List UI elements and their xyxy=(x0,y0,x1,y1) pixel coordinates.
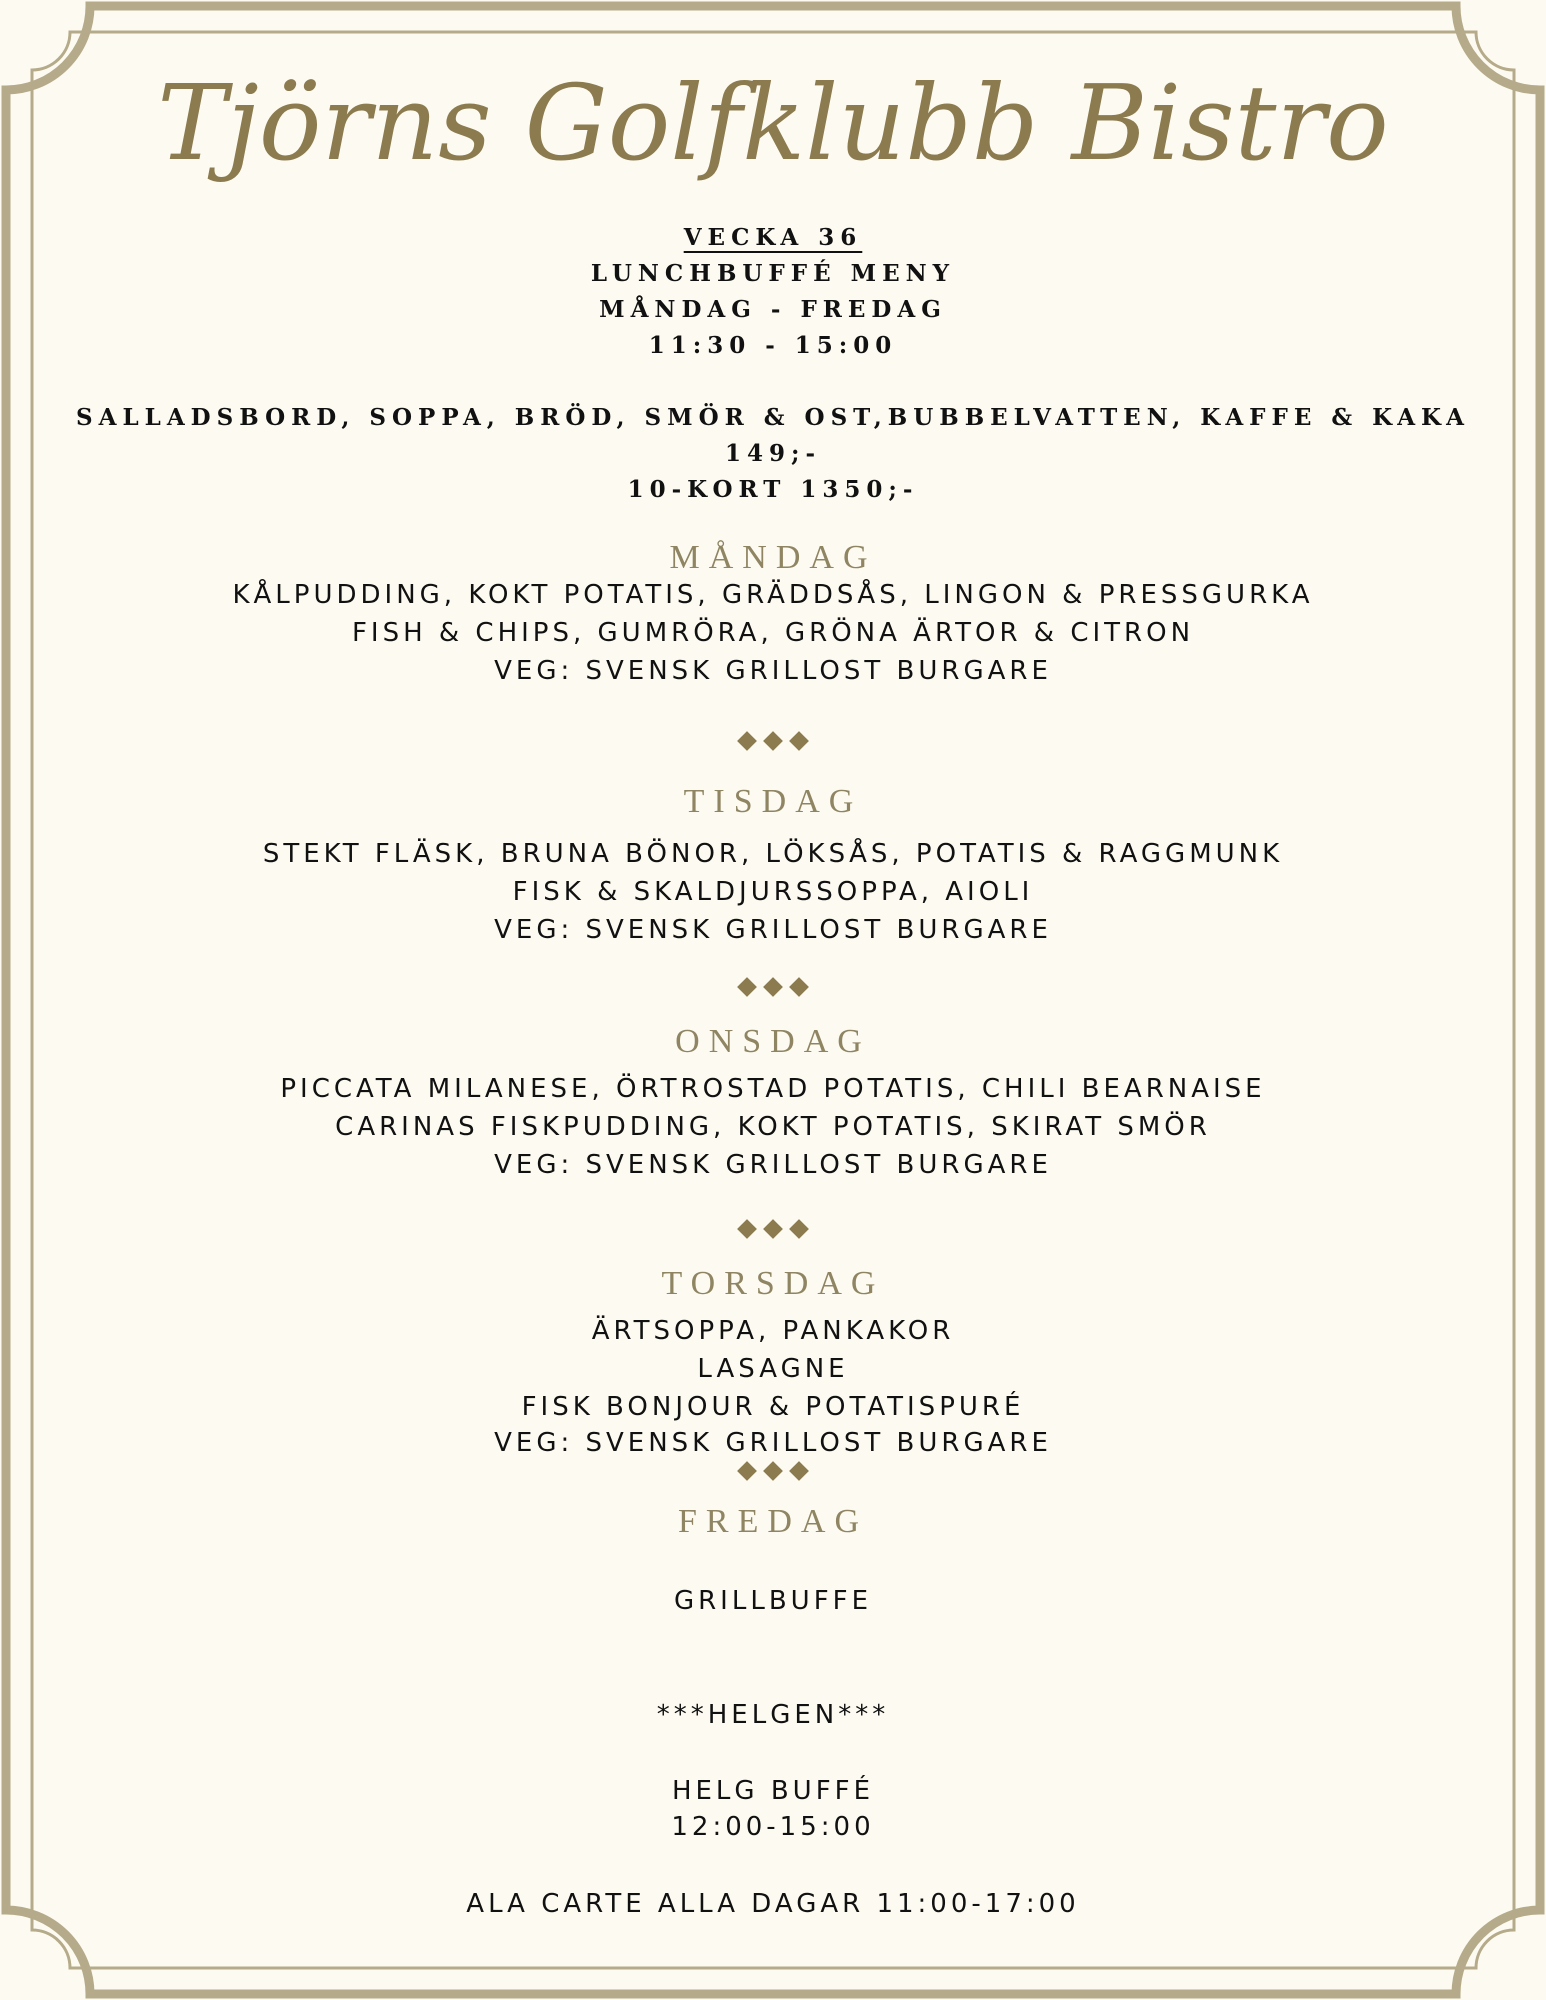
dish-item: VEG: SVENSK GRILLOST BURGARE xyxy=(494,915,1052,945)
diamond-divider xyxy=(0,1464,1546,1483)
dish-item: PICCATA MILANESE, ÖRTROSTAD POTATIS, CHILI BEARNAISE xyxy=(280,1074,1266,1104)
includes-label: SALLADSBORD, SOPPA, BRÖD, SMÖR & OST,BUBBELVATTEN, KAFFE & KAKA xyxy=(76,404,1470,431)
dish-item: FISH & CHIPS, GUMRÖRA, GRÖNA ÄRTOR & CITRON xyxy=(351,618,1195,648)
dish-item: VEG: SVENSK GRILLOST BURGARE xyxy=(494,656,1052,686)
restaurant-title: Tjörns Golfklubb Bistro xyxy=(157,62,1389,184)
day-heading-wednesday: ONSDAG xyxy=(675,1023,871,1060)
days-label: MÅNDAG - FREDAG xyxy=(599,296,947,323)
weekend-hours: 12:00-15:00 xyxy=(671,1812,875,1842)
dish-item: VEG: SVENSK GRILLOST BURGARE xyxy=(494,1150,1052,1180)
day-heading-monday: MÅNDAG xyxy=(669,539,877,576)
dish-item: CARINAS FISKPUDDING, KOKT POTATIS, SKIRAT SMÖR xyxy=(335,1112,1211,1142)
weekend-buffet: HELG BUFFÉ xyxy=(671,1776,875,1806)
diamond-divider xyxy=(0,1222,1546,1241)
dish-item: KÅLPUDDING, KOKT POTATIS, GRÄDDSÅS, LINGON & PRESSGURKA xyxy=(232,580,1314,610)
weekend-heading: ***HELGEN*** xyxy=(656,1700,890,1730)
price-label: 149;- xyxy=(724,440,822,467)
card-price-label: 10-KORT 1350;- xyxy=(627,476,919,503)
hours-label: 11:30 - 15:00 xyxy=(648,332,898,359)
diamond-divider xyxy=(0,734,1546,753)
dish-item: GRILLBUFFE xyxy=(673,1586,873,1616)
dish-item: VEG: SVENSK GRILLOST BURGARE xyxy=(494,1428,1052,1458)
day-heading-friday: FREDAG xyxy=(677,1503,869,1540)
day-heading-thursday: TORSDAG xyxy=(661,1265,885,1302)
dish-item: LASAGNE xyxy=(697,1354,849,1384)
dish-item: FISK & SKALDJURSSOPPA, AIOLI xyxy=(512,877,1034,907)
dish-item: STEKT FLÄSK, BRUNA BÖNOR, LÖKSÅS, POTATIS & RAGGMUNK xyxy=(262,839,1284,869)
day-heading-tuesday: TISDAG xyxy=(683,783,863,820)
dish-item: FISK BONJOUR & POTATISPURÉ xyxy=(521,1392,1025,1422)
diamond-divider xyxy=(0,980,1546,999)
week-label: VECKA 36 xyxy=(683,224,863,251)
dish-item: ÄRTSOPPA, PANKAKOR xyxy=(591,1316,955,1346)
alacarte-hours: ALA CARTE ALLA DAGAR 11:00-17:00 xyxy=(466,1889,1080,1919)
menu-label: LUNCHBUFFÉ MENY xyxy=(590,260,956,287)
